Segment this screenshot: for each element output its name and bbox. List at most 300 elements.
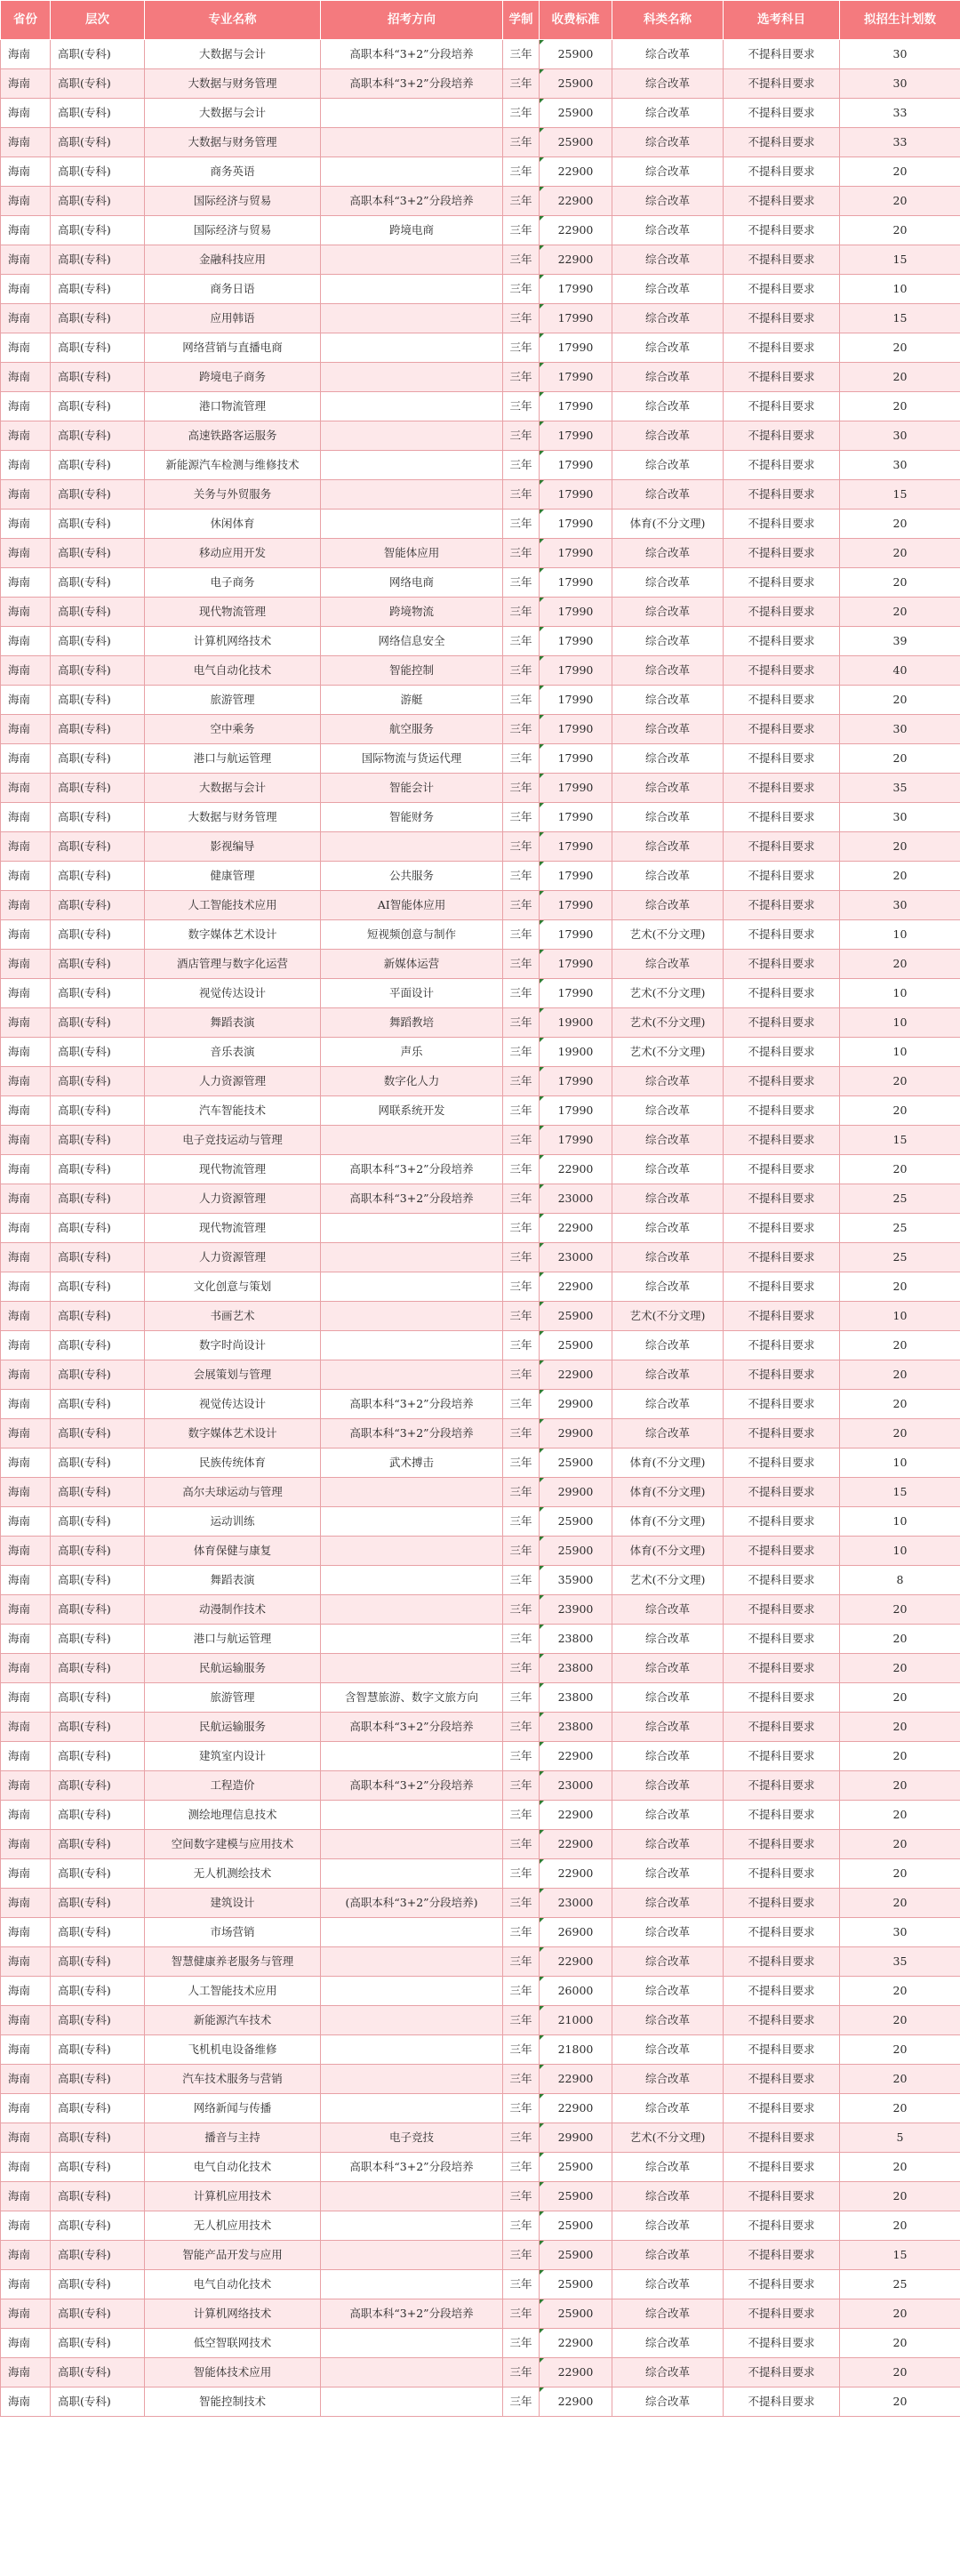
major-cell: 民航运输服务 [145,1713,321,1742]
fee-cell: 22900 [540,1830,612,1859]
table-row [1,1859,960,1889]
subjects-cell: 不提科目要求 [724,1947,840,1977]
province-cell: 海南 [1,2065,51,2094]
fee-cell: 17990 [540,803,612,832]
direction-cell [321,363,503,392]
fee-cell: 23000 [540,1771,612,1801]
table-row [1,2182,960,2211]
major-cell: 新能源汽车检测与维修技术 [145,451,321,480]
table-row [1,1830,960,1859]
quota-cell: 10 [840,1038,960,1067]
direction-cell [321,2329,503,2358]
major-cell: 商务英语 [145,157,321,187]
major-cell: 人工智能技术应用 [145,891,321,920]
direction-cell: 网络信息安全 [321,627,503,656]
table-row [1,2065,960,2094]
category-cell: 综合改革 [612,128,724,157]
quota-cell: 20 [840,1889,960,1918]
province-cell: 海南 [1,686,51,715]
category-cell: 综合改革 [612,1595,724,1625]
province-cell: 海南 [1,363,51,392]
duration-cell: 三年 [503,832,540,862]
fee-cell: 17990 [540,715,612,744]
fee-cell: 17990 [540,598,612,627]
level-cell: 高职(专科) [51,333,145,363]
quota-cell: 20 [840,1360,960,1390]
major-cell: 播音与主持 [145,2123,321,2153]
major-cell: 舞蹈表演 [145,1566,321,1595]
duration-cell: 三年 [503,2211,540,2241]
level-cell: 高职(专科) [51,1595,145,1625]
level-cell: 高职(专科) [51,539,145,568]
quota-cell: 20 [840,1742,960,1771]
major-cell: 人力资源管理 [145,1067,321,1096]
table-row [1,1771,960,1801]
category-cell: 艺术(不分文理) [612,1008,724,1038]
category-cell: 综合改革 [612,187,724,216]
subjects-cell: 不提科目要求 [724,275,840,304]
duration-cell: 三年 [503,99,540,128]
duration-cell: 三年 [503,1918,540,1947]
major-cell: 运动训练 [145,1507,321,1537]
fee-cell: 17990 [540,1067,612,1096]
table-row [1,99,960,128]
direction-cell [321,421,503,451]
quota-cell: 20 [840,744,960,774]
category-cell: 综合改革 [612,40,724,69]
duration-cell: 三年 [503,1448,540,1478]
subjects-cell: 不提科目要求 [724,2329,840,2358]
province-cell: 海南 [1,216,51,245]
category-cell: 综合改革 [612,1830,724,1859]
quota-cell: 20 [840,2153,960,2182]
fee-cell: 22900 [540,2094,612,2123]
major-cell: 人力资源管理 [145,1184,321,1214]
major-cell: 电气自动化技术 [145,2270,321,2299]
quota-cell: 8 [840,1566,960,1595]
province-cell: 海南 [1,2358,51,2387]
direction-cell [321,275,503,304]
table-row [1,2358,960,2387]
table-row [1,1977,960,2006]
column-major-header: 专业名称 [145,1,321,40]
category-cell: 综合改革 [612,1419,724,1448]
category-cell: 综合改革 [612,2329,724,2358]
table-row [1,1214,960,1243]
direction-cell: 高职本科“3+2”分段培养 [321,1419,503,1448]
fee-cell: 17990 [540,979,612,1008]
quota-cell: 30 [840,421,960,451]
subjects-cell: 不提科目要求 [724,2006,840,2035]
level-cell: 高职(专科) [51,1947,145,1977]
major-cell: 旅游管理 [145,1683,321,1713]
province-cell: 海南 [1,1096,51,1126]
subjects-cell: 不提科目要求 [724,2035,840,2065]
quota-cell: 10 [840,1448,960,1478]
level-cell: 高职(专科) [51,1830,145,1859]
level-cell: 高职(专科) [51,1390,145,1419]
major-cell: 计算机应用技术 [145,2182,321,2211]
fee-cell: 23000 [540,1889,612,1918]
category-cell: 综合改革 [612,1977,724,2006]
table-row [1,2329,960,2358]
table-row [1,1566,960,1595]
fee-cell: 22900 [540,2329,612,2358]
quota-cell: 39 [840,627,960,656]
province-cell: 海南 [1,2182,51,2211]
category-cell: 综合改革 [612,2299,724,2329]
fee-cell: 17990 [540,920,612,950]
category-cell: 综合改革 [612,803,724,832]
major-cell: 无人机测绘技术 [145,1859,321,1889]
province-cell: 海南 [1,2299,51,2329]
direction-cell [321,2241,503,2270]
province-cell: 海南 [1,1214,51,1243]
table-row [1,1038,960,1067]
fee-cell: 21000 [540,2006,612,2035]
province-cell: 海南 [1,510,51,539]
duration-cell: 三年 [503,1595,540,1625]
duration-cell: 三年 [503,1889,540,1918]
column-province-header: 省份 [1,1,51,40]
category-cell: 综合改革 [612,2065,724,2094]
subjects-cell: 不提科目要求 [724,2123,840,2153]
fee-cell: 17990 [540,363,612,392]
major-cell: 建筑设计 [145,1889,321,1918]
major-cell: 空间数字建模与应用技术 [145,1830,321,1859]
level-cell: 高职(专科) [51,803,145,832]
category-cell: 综合改革 [612,2211,724,2241]
quota-cell: 20 [840,568,960,598]
level-cell: 高职(专科) [51,157,145,187]
category-cell: 综合改革 [612,69,724,99]
category-cell: 综合改革 [612,304,724,333]
fee-cell: 23800 [540,1654,612,1683]
subjects-cell: 不提科目要求 [724,2153,840,2182]
province-cell: 海南 [1,40,51,69]
table-row [1,686,960,715]
major-cell: 应用韩语 [145,304,321,333]
quota-cell: 15 [840,245,960,275]
level-cell: 高职(专科) [51,1096,145,1126]
province-cell: 海南 [1,451,51,480]
subjects-cell: 不提科目要求 [724,1566,840,1595]
subjects-cell: 不提科目要求 [724,598,840,627]
direction-cell [321,2270,503,2299]
table-row [1,862,960,891]
quota-cell: 20 [840,1419,960,1448]
quota-cell: 15 [840,2241,960,2270]
category-cell: 综合改革 [612,216,724,245]
level-cell: 高职(专科) [51,774,145,803]
table-row [1,2153,960,2182]
category-cell: 体育(不分文理) [612,1537,724,1566]
subjects-cell: 不提科目要求 [724,304,840,333]
column-subjects-header: 选考科目 [724,1,840,40]
table-row [1,1390,960,1419]
subjects-cell: 不提科目要求 [724,1214,840,1243]
direction-cell: 高职本科“3+2”分段培养 [321,2299,503,2329]
duration-cell: 三年 [503,216,540,245]
major-cell: 电子商务 [145,568,321,598]
level-cell: 高职(专科) [51,216,145,245]
category-cell: 综合改革 [612,245,724,275]
quota-cell: 20 [840,1683,960,1713]
level-cell: 高职(专科) [51,1918,145,1947]
duration-cell: 三年 [503,1771,540,1801]
fee-cell: 17990 [540,421,612,451]
level-cell: 高职(专科) [51,1214,145,1243]
subjects-cell: 不提科目要求 [724,1771,840,1801]
level-cell: 高职(专科) [51,2299,145,2329]
province-cell: 海南 [1,744,51,774]
direction-cell [321,128,503,157]
duration-cell: 三年 [503,1742,540,1771]
direction-cell: 高职本科“3+2”分段培养 [321,1155,503,1184]
province-cell: 海南 [1,539,51,568]
major-cell: 旅游管理 [145,686,321,715]
level-cell: 高职(专科) [51,2094,145,2123]
category-cell: 艺术(不分文理) [612,979,724,1008]
quota-cell: 20 [840,2358,960,2387]
province-cell: 海南 [1,1566,51,1595]
subjects-cell: 不提科目要求 [724,1654,840,1683]
province-cell: 海南 [1,1977,51,2006]
duration-cell: 三年 [503,510,540,539]
subjects-cell: 不提科目要求 [724,1801,840,1830]
category-cell: 综合改革 [612,744,724,774]
category-cell: 综合改革 [612,950,724,979]
direction-cell: 跨境物流 [321,598,503,627]
quota-cell: 30 [840,891,960,920]
quota-cell: 20 [840,1155,960,1184]
quota-cell: 20 [840,1067,960,1096]
fee-cell: 17990 [540,686,612,715]
level-cell: 高职(专科) [51,69,145,99]
duration-cell: 三年 [503,1478,540,1507]
quota-cell: 20 [840,1096,960,1126]
category-cell: 综合改革 [612,598,724,627]
quota-cell: 30 [840,803,960,832]
table-row [1,1478,960,1507]
duration-cell: 三年 [503,245,540,275]
province-cell: 海南 [1,598,51,627]
level-cell: 高职(专科) [51,568,145,598]
subjects-cell: 不提科目要求 [724,157,840,187]
province-cell: 海南 [1,1801,51,1830]
direction-cell [321,2358,503,2387]
quota-cell: 15 [840,304,960,333]
level-cell: 高职(专科) [51,1713,145,1742]
table-row [1,245,960,275]
level-cell: 高职(专科) [51,1977,145,2006]
duration-cell: 三年 [503,1947,540,1977]
table-row [1,421,960,451]
direction-cell [321,245,503,275]
fee-cell: 17990 [540,333,612,363]
major-cell: 休闲体育 [145,510,321,539]
table-row [1,1625,960,1654]
major-cell: 现代物流管理 [145,1214,321,1243]
table-row [1,510,960,539]
duration-cell: 三年 [503,187,540,216]
category-cell: 艺术(不分文理) [612,920,724,950]
fee-cell: 22900 [540,2387,612,2417]
duration-cell: 三年 [503,2358,540,2387]
quota-cell: 10 [840,1507,960,1537]
fee-cell: 35900 [540,1566,612,1595]
subjects-cell: 不提科目要求 [724,333,840,363]
subjects-cell: 不提科目要求 [724,1360,840,1390]
subjects-cell: 不提科目要求 [724,1742,840,1771]
level-cell: 高职(专科) [51,2035,145,2065]
subjects-cell: 不提科目要求 [724,803,840,832]
subjects-cell: 不提科目要求 [724,2241,840,2270]
fee-cell: 25900 [540,1507,612,1537]
fee-cell: 23000 [540,1184,612,1214]
subjects-cell: 不提科目要求 [724,950,840,979]
category-cell: 综合改革 [612,1126,724,1155]
direction-cell: 网络电商 [321,568,503,598]
major-cell: 网络新闻与传播 [145,2094,321,2123]
level-cell: 高职(专科) [51,2065,145,2094]
table-row [1,2211,960,2241]
fee-cell: 29900 [540,1419,612,1448]
province-cell: 海南 [1,803,51,832]
subjects-cell: 不提科目要求 [724,1184,840,1214]
subjects-cell: 不提科目要求 [724,40,840,69]
level-cell: 高职(专科) [51,1243,145,1272]
direction-cell [321,1214,503,1243]
category-cell: 综合改革 [612,862,724,891]
direction-cell [321,1742,503,1771]
major-cell: 大数据与会计 [145,774,321,803]
category-cell: 体育(不分文理) [612,510,724,539]
level-cell: 高职(专科) [51,2153,145,2182]
duration-cell: 三年 [503,1566,540,1595]
major-cell: 港口物流管理 [145,392,321,421]
category-cell: 综合改革 [612,2035,724,2065]
level-cell: 高职(专科) [51,1067,145,1096]
direction-cell: 新媒体运营 [321,950,503,979]
subjects-cell: 不提科目要求 [724,1272,840,1302]
table-row [1,2270,960,2299]
province-cell: 海南 [1,2211,51,2241]
level-cell: 高职(专科) [51,304,145,333]
quota-cell: 20 [840,832,960,862]
major-cell: 港口与航运管理 [145,744,321,774]
subjects-cell: 不提科目要求 [724,539,840,568]
fee-cell: 19900 [540,1008,612,1038]
fee-cell: 17990 [540,568,612,598]
province-cell: 海南 [1,627,51,656]
subjects-cell: 不提科目要求 [724,510,840,539]
province-cell: 海南 [1,333,51,363]
subjects-cell: 不提科目要求 [724,1096,840,1126]
fee-cell: 17990 [540,304,612,333]
quota-cell: 20 [840,2299,960,2329]
level-cell: 高职(专科) [51,2270,145,2299]
table-row [1,832,960,862]
direction-cell [321,1478,503,1507]
direction-cell [321,2035,503,2065]
duration-cell: 三年 [503,1155,540,1184]
fee-cell: 23800 [540,1625,612,1654]
direction-cell [321,304,503,333]
level-cell: 高职(专科) [51,1360,145,1390]
category-cell: 综合改革 [612,421,724,451]
quota-cell: 20 [840,1859,960,1889]
duration-cell: 三年 [503,2123,540,2153]
direction-cell [321,2065,503,2094]
level-cell: 高职(专科) [51,1184,145,1214]
duration-cell: 三年 [503,304,540,333]
category-cell: 综合改革 [612,832,724,862]
quota-cell: 20 [840,392,960,421]
level-cell: 高职(专科) [51,1155,145,1184]
province-cell: 海南 [1,2387,51,2417]
table-row [1,1801,960,1830]
column-category-header: 科类名称 [612,1,724,40]
direction-cell [321,157,503,187]
province-cell: 海南 [1,1771,51,1801]
duration-cell: 三年 [503,656,540,686]
quota-cell: 20 [840,598,960,627]
table-row [1,1331,960,1360]
direction-cell [321,480,503,510]
category-cell: 综合改革 [612,2358,724,2387]
subjects-cell: 不提科目要求 [724,1038,840,1067]
quota-cell: 20 [840,1977,960,2006]
direction-cell [321,1947,503,1977]
duration-cell: 三年 [503,1654,540,1683]
level-cell: 高职(专科) [51,40,145,69]
province-cell: 海南 [1,275,51,304]
direction-cell [321,1801,503,1830]
category-cell: 综合改革 [612,1096,724,1126]
table-row [1,539,960,568]
category-cell: 综合改革 [612,2241,724,2270]
fee-cell: 22900 [540,1360,612,1390]
duration-cell: 三年 [503,157,540,187]
direction-cell [321,2094,503,2123]
direction-cell: 高职本科“3+2”分段培养 [321,2153,503,2182]
direction-cell: 舞蹈教培 [321,1008,503,1038]
major-cell: 智能产品开发与应用 [145,2241,321,2270]
level-cell: 高职(专科) [51,1566,145,1595]
fee-cell: 22900 [540,1742,612,1771]
subjects-cell: 不提科目要求 [724,1067,840,1096]
direction-cell [321,832,503,862]
table-row [1,69,960,99]
table-row [1,2387,960,2417]
fee-cell: 25900 [540,69,612,99]
duration-cell: 三年 [503,2065,540,2094]
category-cell: 体育(不分文理) [612,1507,724,1537]
table-row [1,157,960,187]
quota-cell: 10 [840,1537,960,1566]
table-row [1,2123,960,2153]
province-cell: 海南 [1,2241,51,2270]
province-cell: 海南 [1,99,51,128]
table-row [1,891,960,920]
table-row [1,1008,960,1038]
duration-cell: 三年 [503,40,540,69]
fee-cell: 21800 [540,2035,612,2065]
direction-cell: 武术搏击 [321,1448,503,1478]
category-cell: 艺术(不分文理) [612,2123,724,2153]
major-cell: 视觉传达设计 [145,1390,321,1419]
